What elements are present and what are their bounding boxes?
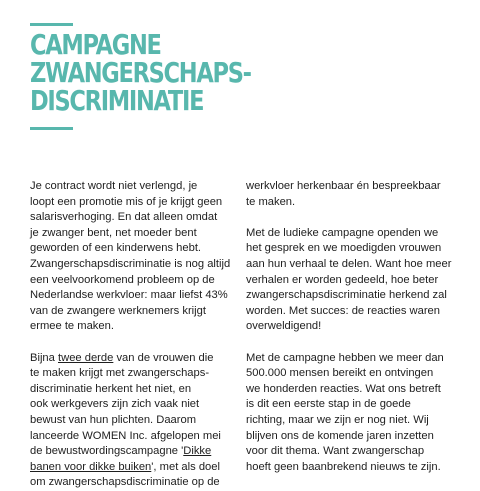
text-line: werkvloer herkenbaar én bespreekbaar bbox=[246, 180, 441, 192]
text-line: verhalen er worden gedeeld, hoe beter bbox=[246, 273, 439, 286]
text-line: loopt een promotie mis of je krijgt geen bbox=[30, 195, 223, 208]
title-line: ZWANGERSCHAPS- bbox=[30, 57, 251, 89]
text-line: is dit een eerste stap in de goede bbox=[246, 398, 411, 411]
text-line: het gesprek en we moedigden vrouwen bbox=[246, 242, 442, 255]
paragraph bbox=[246, 351, 456, 476]
text-line: lanceerde WOMEN Inc. afgelopen mei bbox=[30, 429, 221, 442]
text-line: geworden of een kinderwens hebt. bbox=[30, 242, 202, 255]
left-text-column bbox=[30, 179, 230, 491]
text-line: discriminatie herkent het niet, en bbox=[30, 382, 192, 395]
paragraph bbox=[246, 179, 456, 210]
paragraph-gap bbox=[246, 210, 456, 226]
title-line: DISCRIMINATIE bbox=[30, 85, 204, 117]
text-line: hoeft geen baanbrekend nieuws te zijn. bbox=[246, 460, 441, 473]
paragraph bbox=[246, 226, 456, 335]
paragraph-gap bbox=[30, 335, 230, 351]
text-line: te maken krijgt met zwangerschaps- bbox=[30, 367, 210, 380]
text-line: salarisverhoging. En dat alleen omdat bbox=[30, 211, 218, 224]
text-line: Met de campagne hebben we meer dan bbox=[246, 351, 444, 364]
text-line: Je contract wordt niet verlengd, je bbox=[30, 180, 198, 192]
text-line: bewust van hun plichten. Daarom bbox=[30, 413, 197, 426]
page-title bbox=[30, 31, 251, 115]
campaign-link[interactable]: Dikke bbox=[183, 445, 212, 458]
text-run: de bewustwordingscampagne ' bbox=[30, 445, 184, 458]
campaign-link[interactable]: banen voor dikke buiken bbox=[30, 460, 152, 473]
text-line: Zwangerschapsdiscriminatie is nog altijd bbox=[30, 257, 231, 270]
text-line: een veelvoorkomend probleem op de bbox=[30, 273, 215, 286]
text-line bbox=[30, 351, 230, 367]
right-text-column bbox=[246, 179, 456, 475]
text-line: om zwangerschapsdiscriminatie op de bbox=[30, 476, 220, 489]
text-line bbox=[30, 460, 230, 476]
text-line bbox=[30, 444, 230, 460]
twee-derde-link[interactable]: twee derde bbox=[58, 351, 114, 364]
text-run: Bijna bbox=[30, 351, 58, 364]
paragraph bbox=[30, 351, 230, 491]
text-line: Nederlandse werkvloer: maar liefst 43% bbox=[30, 289, 228, 302]
title-rule-bottom bbox=[30, 127, 73, 130]
title-rule-top bbox=[30, 23, 73, 26]
text-line: ook werkgevers zijn zich vaak niet bbox=[30, 398, 200, 411]
paragraph-gap bbox=[246, 335, 456, 351]
title-line: CAMPAGNE bbox=[30, 29, 161, 61]
text-line: Met de ludieke campagne openden we bbox=[246, 226, 439, 239]
text-line: aan hun verhaal te delen. Want hoe meer bbox=[246, 257, 452, 270]
text-line: van de zwangere werknemers krijgt bbox=[30, 304, 206, 317]
text-line: overweldigend! bbox=[246, 320, 322, 333]
text-line: we honderden reacties. Wat ons betreft bbox=[246, 382, 441, 395]
text-line: blijven ons de komende jaren inzetten bbox=[246, 429, 434, 442]
text-line: 500.000 mensen bereikt en ontvingen bbox=[246, 367, 434, 380]
text-line: richting, maar we zijn er nog niet. Wij bbox=[246, 413, 429, 426]
text-line: je zwanger bent, net moeder bent bbox=[30, 226, 197, 239]
text-line: te maken. bbox=[246, 195, 296, 208]
text-line: voor dit thema. Want zwangerschap bbox=[246, 445, 425, 458]
paragraph bbox=[30, 179, 230, 335]
text-line: zwangerschapsdiscriminatie herkend zal bbox=[246, 289, 447, 302]
text-run: ', met als doel bbox=[151, 460, 220, 473]
text-run: van de vrouwen die bbox=[113, 351, 214, 364]
text-line: worden. Met succes: de reacties waren bbox=[246, 304, 441, 317]
text-line: ermee te maken. bbox=[30, 320, 114, 333]
